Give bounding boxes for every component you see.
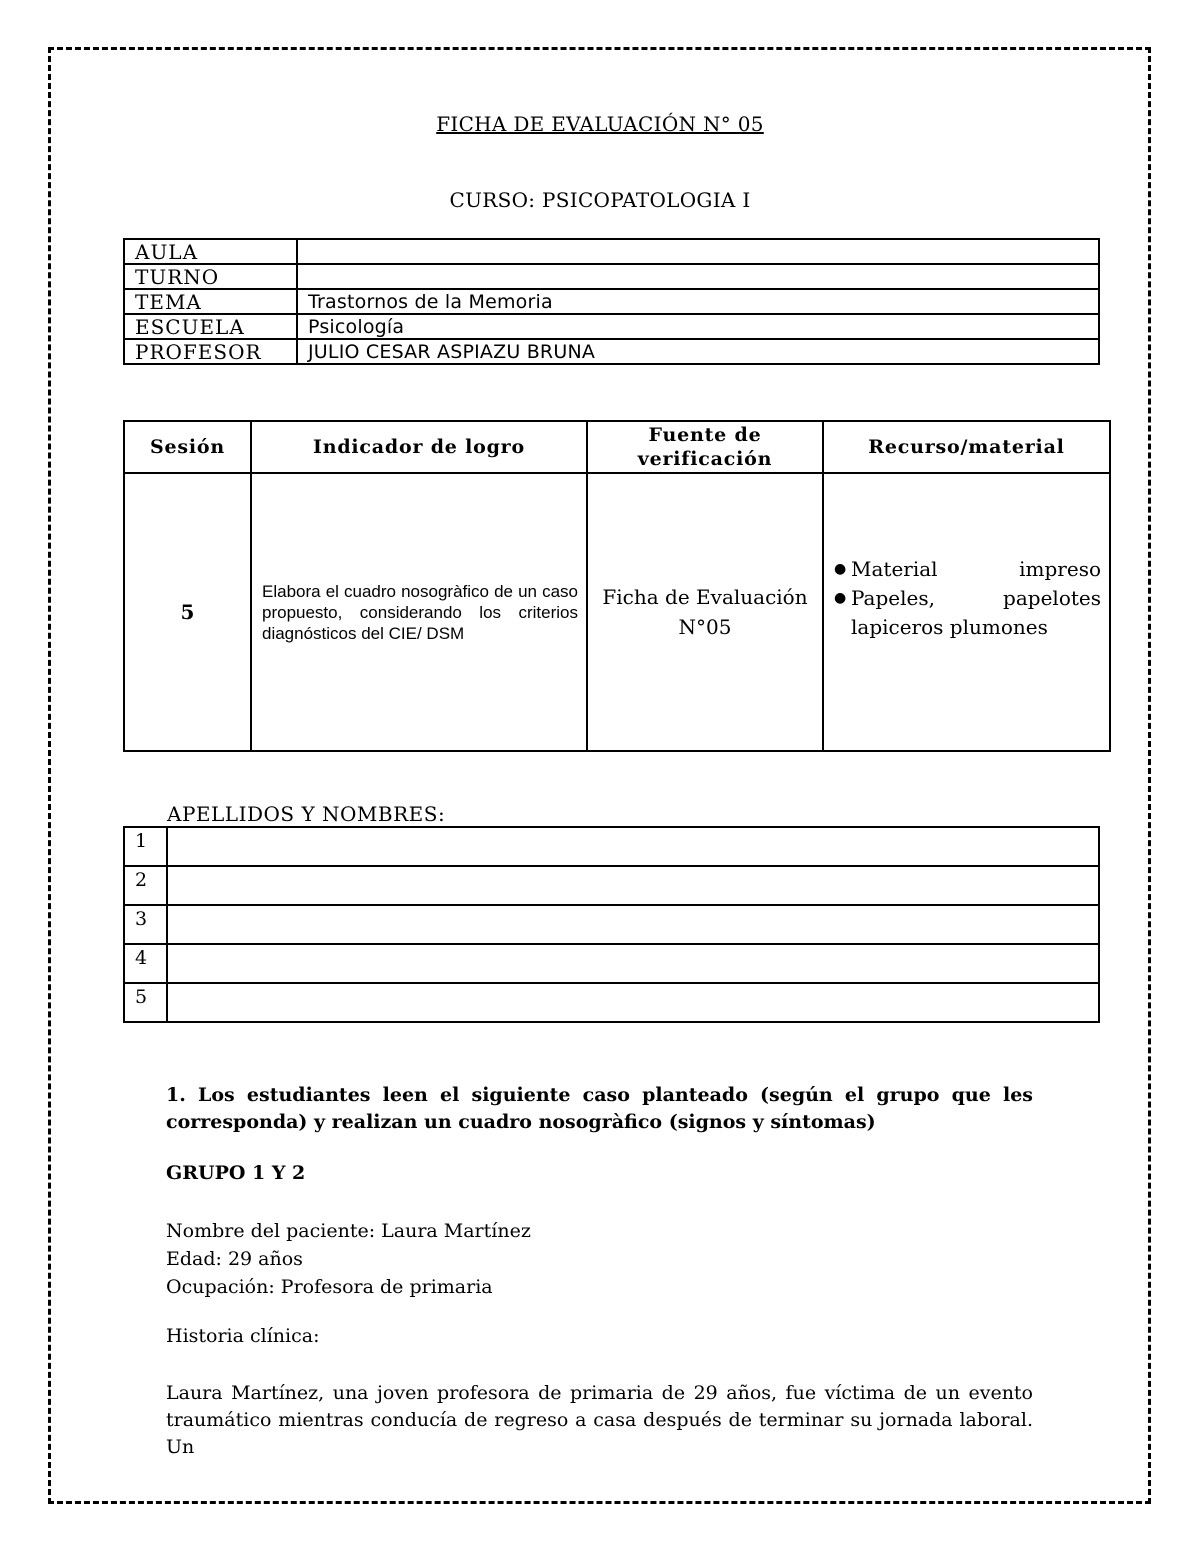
- row-number: 4: [124, 944, 167, 983]
- info-row-profesor: [124, 339, 1099, 364]
- info-value: Psicología: [297, 314, 1099, 339]
- course-title: CURSO: PSICOPATOLOGIA I: [449, 188, 751, 212]
- recurso-text: Papeles, papelotes: [851, 586, 1101, 610]
- info-label: TEMA: [124, 289, 297, 314]
- session-header-row: [124, 421, 1110, 473]
- history-label: Historia clínica:: [166, 1325, 320, 1347]
- name-field[interactable]: [167, 905, 1099, 944]
- patient-info: [166, 1217, 531, 1301]
- header-fuente: Fuente de verificación: [587, 421, 823, 473]
- info-value: [297, 239, 1099, 264]
- row-number: 5: [124, 983, 167, 1022]
- recursos-list: [834, 555, 1101, 642]
- info-label: PROFESOR: [124, 339, 297, 364]
- recurso-text: Material impreso: [851, 557, 1101, 581]
- session-row: [124, 473, 1110, 751]
- patient-name: Nombre del paciente: Laura Martínez: [166, 1220, 531, 1242]
- name-field[interactable]: [167, 827, 1099, 866]
- indicador-text: Elabora el cuadro nosogràfico de un caso propuesto, considerando los criterios diagnósticos del CIE/ DSM: [251, 473, 587, 751]
- recurso-text: lapiceros plumones: [851, 615, 1048, 639]
- name-field[interactable]: [167, 944, 1099, 983]
- info-value: [297, 264, 1099, 289]
- group-heading: GRUPO 1 Y 2: [166, 1162, 306, 1184]
- info-value: JULIO CESAR ASPIAZU BRUNA: [297, 339, 1099, 364]
- info-label: TURNO: [124, 264, 297, 289]
- name-row: [124, 866, 1099, 905]
- question-text: 1. Los estudiantes leen el siguiente caso planteado (según el grupo que les corresponda) y realizan un cuadro nosogràfico (signos y síntomas): [166, 1084, 1033, 1133]
- fuente-text: Ficha de Evaluación N°05: [587, 473, 823, 751]
- recurso-item: [834, 584, 1101, 613]
- info-label: AULA: [124, 239, 297, 264]
- info-value: Trastornos de la Memoria: [297, 289, 1099, 314]
- patient-age: Edad: 29 años: [166, 1248, 303, 1270]
- session-number: 5: [124, 473, 251, 751]
- bullet-icon: ●: [834, 590, 847, 606]
- info-label: ESCUELA: [124, 314, 297, 339]
- row-number: 2: [124, 866, 167, 905]
- recursos-cell: [823, 473, 1110, 751]
- name-row: [124, 827, 1099, 866]
- recurso-item-continuation: [834, 613, 1101, 642]
- name-row: [124, 944, 1099, 983]
- history-paragraph: Laura Martínez, una joven profesora de primaria de 29 años, fue víctima de un evento traumático mientras conducía de regreso a casa después de terminar su jornada laboral. Un: [166, 1382, 1033, 1458]
- name-row: [124, 983, 1099, 1022]
- row-number: 1: [124, 827, 167, 866]
- document-title: FICHA DE EVALUACIÓN N° 05: [436, 112, 764, 136]
- names-table: [123, 826, 1100, 1023]
- recurso-item: [834, 555, 1101, 584]
- name-field[interactable]: [167, 983, 1099, 1022]
- info-row-tema: [124, 289, 1099, 314]
- name-field[interactable]: [167, 866, 1099, 905]
- info-row-turno: [124, 264, 1099, 289]
- row-number: 3: [124, 905, 167, 944]
- patient-occupation: Ocupación: Profesora de primaria: [166, 1276, 493, 1298]
- session-table: [123, 420, 1111, 752]
- info-row-aula: [124, 239, 1099, 264]
- header-sesion: Sesión: [124, 421, 251, 473]
- bullet-icon: ●: [834, 561, 847, 577]
- name-row: [124, 905, 1099, 944]
- names-label: APELLIDOS Y NOMBRES:: [167, 802, 446, 826]
- header-recurso: Recurso/material: [823, 421, 1110, 473]
- info-table: [123, 238, 1100, 365]
- header-indicador: Indicador de logro: [251, 421, 587, 473]
- info-row-escuela: [124, 314, 1099, 339]
